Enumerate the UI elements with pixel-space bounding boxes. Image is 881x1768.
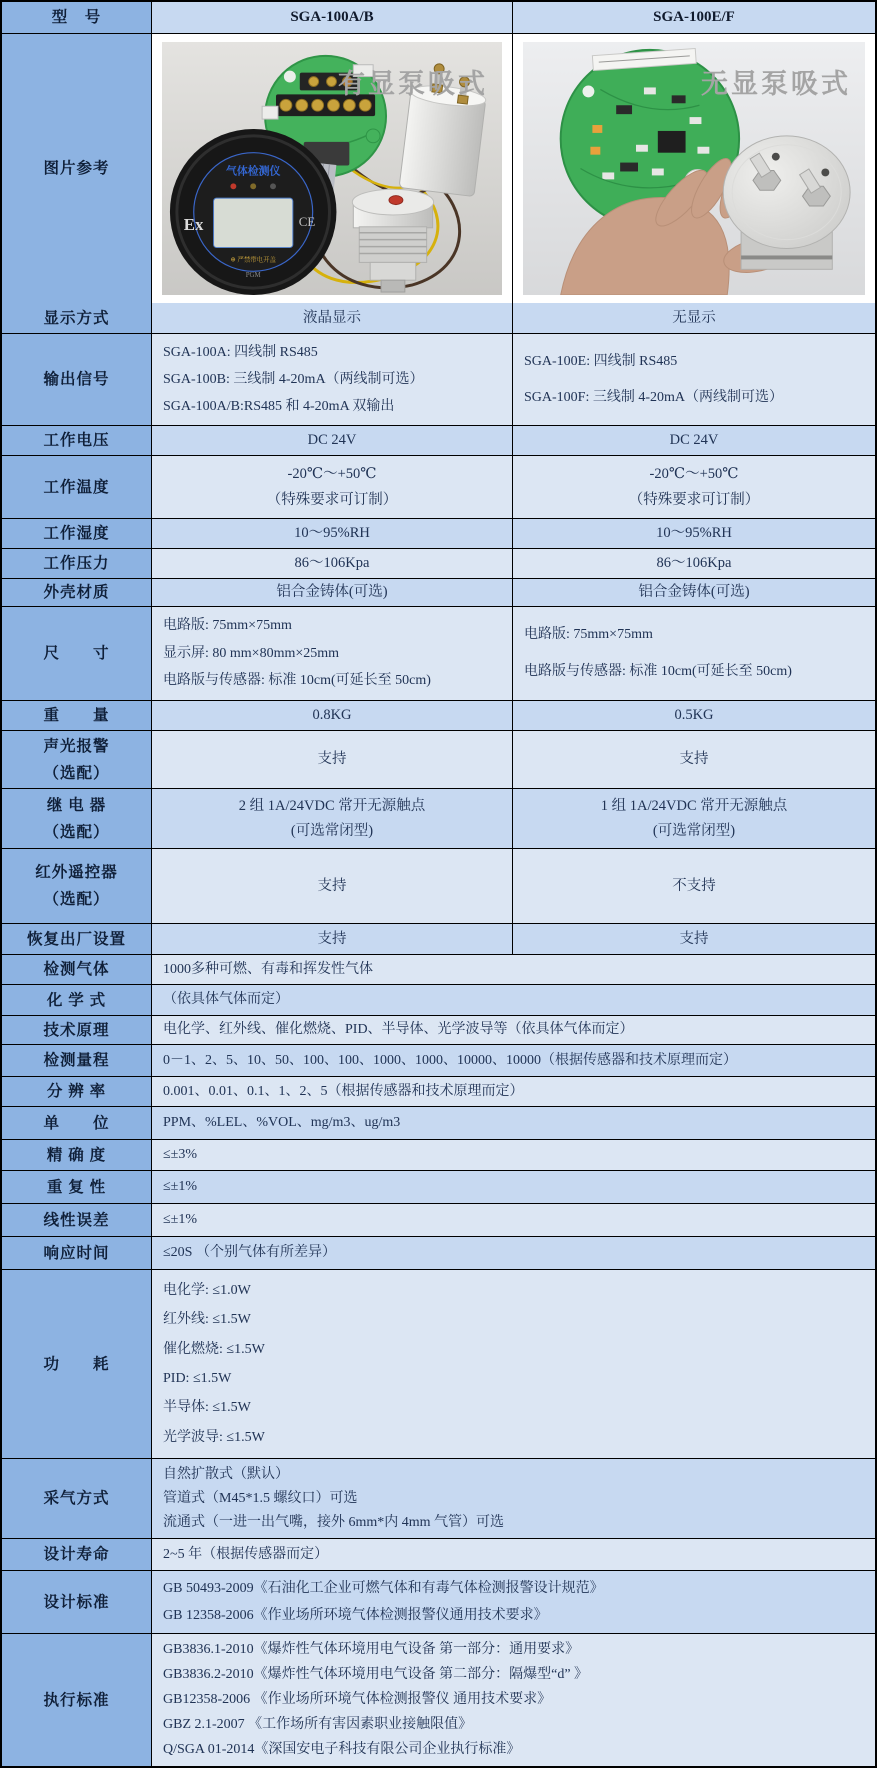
row-label-line: 红外遥控器 (35, 864, 118, 881)
header-model-label (2, 2, 152, 33)
ce-mark: CE (298, 214, 316, 229)
spec-row-9 (2, 730, 875, 788)
row-label (2, 1270, 152, 1458)
value-model-b (513, 789, 875, 848)
row-label-line: 设计标准 (43, 1593, 110, 1611)
value-line: GBZ 2.1-2007 《工作场所有害因素职业接触限值》 (163, 1717, 473, 1733)
value-span (152, 1016, 875, 1044)
value-model-a (152, 456, 513, 518)
image-reference-row (2, 33, 875, 303)
row-label-line: （选配） (43, 764, 110, 782)
watermark-pump-with-display: 有显泵吸式 (338, 69, 488, 99)
value-span (152, 1237, 875, 1269)
value-line: SGA-100F: 三线制 4-20mA（两线制可选） (524, 389, 784, 405)
spec-row-12 (2, 923, 875, 954)
value-model-a (152, 789, 513, 848)
row-label (2, 426, 152, 455)
value-line: 0－1、2、5、10、50、100、100、1000、1000、10000、10000（根据传感器和技术原理而定） (163, 1052, 737, 1068)
spec-row-25 (2, 1538, 875, 1570)
value-model-a (152, 579, 513, 606)
row-label (2, 955, 152, 984)
value-line: -20℃～+50℃ (649, 465, 739, 482)
row-label (2, 1045, 152, 1076)
value-line: SGA-100E: 四线制 RS485 (524, 353, 678, 369)
value-line: 1 组 1A/24VDC 常开无源触点 (600, 797, 788, 814)
spec-row-13 (2, 954, 875, 984)
spec-row-23 (2, 1269, 875, 1458)
value-line: SGA-100A/B:RS485 和 4-20mA 双输出 (163, 398, 395, 414)
value-line: 电路版与传感器: 标准 10cm(可延长至 50cm) (163, 673, 431, 689)
spec-row-1 (2, 333, 875, 425)
image-row-label (2, 34, 152, 303)
value-line: 显示屏: 80 mm×80mm×25mm (163, 645, 340, 661)
value-span (152, 1270, 875, 1458)
row-label (2, 985, 152, 1015)
value-line: SGA-100A: 四线制 RS485 (163, 344, 318, 360)
value-line: 支持 (679, 751, 709, 768)
header-model-a (152, 2, 513, 33)
value-line: PPM、%LEL、%VOL、mg/m3、ug/m3 (163, 1115, 401, 1131)
spec-row-2 (2, 425, 875, 455)
row-label (2, 1237, 152, 1269)
row-label-line: 尺 寸 (43, 645, 110, 662)
value-model-b (513, 549, 875, 578)
value-span (152, 1539, 875, 1570)
value-line: 电路版: 75mm×75mm (524, 627, 653, 643)
spec-row-16 (2, 1044, 875, 1076)
row-label (2, 1016, 152, 1044)
value-line: 2 组 1A/24VDC 常开无源触点 (238, 797, 426, 814)
row-label (2, 519, 152, 548)
value-line: 流通式（一进一出气嘴，接外 6mm*内 4mm 气管）可选 (163, 1514, 505, 1530)
gauge-pgm-text: PGM (245, 272, 261, 280)
header-model-a-text: SGA-100A/B (290, 9, 374, 26)
value-line: 支持 (317, 751, 347, 768)
value-line: 电路版与传感器: 标准 10cm(可延长至 50cm) (524, 664, 792, 680)
gauge-small-text: ⊕ 严禁带电开盖 (230, 256, 276, 264)
row-label-line: 重 复 性 (46, 1178, 107, 1196)
row-label-line: （选配） (43, 891, 110, 908)
row-label-line: 输出信号 (43, 371, 110, 388)
value-model-b (513, 849, 875, 923)
value-model-b (513, 426, 875, 455)
row-label-line: 设计寿命 (43, 1546, 110, 1563)
spec-row-4 (2, 518, 875, 548)
value-model-b (513, 519, 875, 548)
row-label (2, 579, 152, 606)
value-line: Q/SGA 01-2014《深国安电子科技有限公司企业执行标准》 (163, 1742, 521, 1758)
row-label-line: 单 位 (43, 1114, 110, 1132)
spec-row-17 (2, 1076, 875, 1106)
header-model-b (513, 2, 875, 33)
value-model-a (152, 549, 513, 578)
row-label-line: 重 量 (43, 707, 110, 724)
value-line: 支持 (317, 930, 347, 947)
row-label-line: 化 学 式 (46, 991, 107, 1009)
value-model-b (513, 579, 875, 606)
spec-row-18 (2, 1106, 875, 1139)
value-span (152, 1171, 875, 1203)
value-span (152, 1634, 875, 1766)
spec-row-14 (2, 984, 875, 1015)
value-line: （特殊要求可订制） (628, 492, 760, 509)
value-line: 电路版: 75mm×75mm (163, 618, 292, 634)
value-model-a (152, 607, 513, 700)
spec-row-20 (2, 1170, 875, 1203)
value-line: 86～106Kpa (294, 555, 370, 572)
row-label-line: 检测气体 (43, 961, 110, 978)
value-line: ≤20S （个别气体有所差异） (163, 1245, 336, 1261)
row-label-line: 分 辨 率 (46, 1083, 107, 1100)
value-line: （特殊要求可订制） (266, 492, 398, 509)
value-line: DC 24V (669, 432, 719, 449)
value-model-b (513, 701, 875, 730)
value-model-a (152, 924, 513, 954)
value-line: ≤±1% (163, 1212, 198, 1228)
value-line: 86～106Kpa (656, 555, 732, 572)
value-span (152, 955, 875, 984)
row-label-line: 显示方式 (43, 309, 110, 327)
row-label-line: 执行标准 (43, 1691, 110, 1709)
value-line: SGA-100B: 三线制 4-20mA（两线制可选） (163, 371, 424, 387)
value-model-a (152, 303, 513, 333)
row-label-line: 功 耗 (43, 1355, 110, 1373)
gauge-title-text: 气体检测仪 (225, 165, 281, 178)
value-span (152, 1459, 875, 1538)
row-label-line: 工作压力 (43, 555, 110, 572)
row-label (2, 1171, 152, 1203)
row-label-line: 响应时间 (43, 1244, 110, 1262)
row-label (2, 1571, 152, 1633)
value-line: 0.8KG (312, 707, 352, 724)
spec-row-6 (2, 578, 875, 606)
spec-row-24 (2, 1458, 875, 1538)
value-span (152, 1140, 875, 1170)
value-line: 液晶显示 (303, 309, 361, 326)
row-label (2, 1107, 152, 1139)
spec-row-22 (2, 1236, 875, 1269)
value-line: GB3836.1-2010《爆炸性气体环境用电气设备 第一部分：通用要求》 (163, 1642, 580, 1658)
product-photo-a (162, 42, 502, 295)
value-line: 1000多种可燃、有毒和挥发性气体 (163, 961, 373, 977)
row-label-line: （选配） (43, 823, 110, 841)
header-model-b-text: SGA-100E/F (653, 9, 735, 26)
row-label (2, 1459, 152, 1538)
value-line: 电化学: ≤1.0W (163, 1282, 251, 1298)
value-line: 催化燃烧: ≤1.5W (163, 1341, 265, 1357)
spec-row-8 (2, 700, 875, 730)
value-span (152, 1077, 875, 1106)
row-label-line: 精 确 度 (46, 1146, 107, 1164)
row-label-line: 线性误差 (43, 1211, 110, 1229)
row-label (2, 789, 152, 848)
value-line: PID: ≤1.5W (163, 1370, 232, 1386)
value-line: 铝合金铸体(可选) (638, 584, 750, 601)
value-line: 支持 (317, 877, 347, 894)
row-label (2, 1204, 152, 1236)
value-model-a (152, 334, 513, 425)
value-line: 支持 (679, 930, 709, 947)
value-line: GB3836.2-2010《爆炸性气体环境用电气设备 第二部分：隔爆型“d” 》 (163, 1667, 589, 1683)
product-photo-cell-b (513, 34, 875, 303)
spec-row-5 (2, 548, 875, 578)
row-label (2, 334, 152, 425)
spec-row-26 (2, 1570, 875, 1633)
value-line: 10～95%RH (656, 525, 732, 542)
value-model-b (513, 303, 875, 333)
row-label-line: 技术原理 (43, 1021, 110, 1039)
watermark-pump-no-display: 无显泵吸式 (701, 69, 851, 99)
spec-row-7 (2, 606, 875, 700)
display-gauge (170, 129, 337, 295)
value-model-b (513, 731, 875, 788)
value-line: 光学波导: ≤1.5W (163, 1429, 265, 1445)
row-label (2, 607, 152, 700)
sensor-cylinder (723, 136, 850, 269)
row-label-line: 采气方式 (43, 1490, 110, 1507)
product-photo-cell-a (152, 34, 513, 303)
value-line: 0.001、0.01、0.1、1、2、5（根据传感器和技术原理而定） (163, 1083, 524, 1099)
row-label-line: 声光报警 (43, 737, 110, 755)
row-label-line: 外壳材质 (43, 584, 110, 601)
row-label (2, 1140, 152, 1170)
row-label (2, 1077, 152, 1106)
row-label (2, 849, 152, 923)
value-model-b (513, 334, 875, 425)
value-line: (可选常闭型) (652, 823, 736, 840)
row-label (2, 1539, 152, 1570)
value-line: 0.5KG (674, 707, 714, 724)
value-line: ≤±1% (163, 1179, 198, 1195)
spec-row-11 (2, 848, 875, 923)
value-line: 管道式（M45*1.5 螺纹口）可选 (163, 1490, 358, 1506)
value-span (152, 1571, 875, 1633)
value-model-a (152, 519, 513, 548)
value-line: 电化学、红外线、催化燃烧、PID、半导体、光学波导等（依具体气体而定） (163, 1022, 634, 1038)
row-label-line: 工作电压 (43, 432, 110, 449)
value-line: -20℃～+50℃ (287, 465, 377, 482)
value-line: DC 24V (307, 432, 357, 449)
value-line: 2~5 年（根据传感器而定） (163, 1546, 329, 1562)
value-line: 无显示 (672, 309, 716, 326)
row-label (2, 303, 152, 333)
table-header-row (2, 2, 875, 33)
spec-row-15 (2, 1015, 875, 1044)
value-span (152, 1107, 875, 1139)
value-line: ≤±3% (163, 1147, 198, 1163)
value-model-b (513, 456, 875, 518)
value-model-a (152, 731, 513, 788)
value-line: （依具体气体而定） (163, 992, 289, 1008)
value-model-b (513, 924, 875, 954)
product-photo-b (523, 42, 865, 295)
spec-row-19 (2, 1139, 875, 1170)
row-label (2, 731, 152, 788)
row-label (2, 549, 152, 578)
row-label (2, 456, 152, 518)
value-model-a (152, 701, 513, 730)
value-line: GB 12358-2006《作业场所环境气体检测报警仪通用技术要求》 (163, 1607, 548, 1623)
value-span (152, 1204, 875, 1236)
value-line: (可选常闭型) (290, 823, 374, 840)
spec-row-0 (2, 303, 875, 333)
row-label-line: 恢复出厂设置 (26, 930, 126, 948)
ex-mark: Ex (183, 214, 204, 234)
spec-row-27 (2, 1633, 875, 1766)
row-label-line: 工作温度 (43, 478, 110, 496)
image-row-label-text: 图片参考 (43, 160, 110, 177)
row-label-line: 检测量程 (43, 1052, 110, 1069)
value-line: 铝合金铸体(可选) (276, 584, 388, 601)
value-model-b (513, 607, 875, 700)
value-line: 自然扩散式（默认） (163, 1466, 289, 1482)
row-label (2, 1634, 152, 1766)
spec-row-3 (2, 455, 875, 518)
row-label-line: 继 电 器 (46, 796, 107, 814)
row-label-line: 工作湿度 (43, 525, 110, 542)
row-label (2, 701, 152, 730)
spec-row-10 (2, 788, 875, 848)
value-span (152, 1045, 875, 1076)
value-line: 红外线: ≤1.5W (163, 1312, 251, 1328)
header-model-label-text: 型 号 (51, 9, 102, 26)
value-line: 不支持 (672, 877, 716, 894)
value-model-a (152, 849, 513, 923)
value-line: GB12358-2006 《作业场所环境气体检测报警仪 通用技术要求》 (163, 1692, 552, 1708)
row-label (2, 924, 152, 954)
value-model-a (152, 426, 513, 455)
value-line: 半导体: ≤1.5W (163, 1400, 251, 1416)
value-line: GB 50493-2009《石油化工企业可燃气体和有毒气体检测报警设计规范》 (163, 1581, 604, 1596)
spec-row-21 (2, 1203, 875, 1236)
value-span (152, 985, 875, 1015)
value-line: 10～95%RH (294, 525, 370, 542)
